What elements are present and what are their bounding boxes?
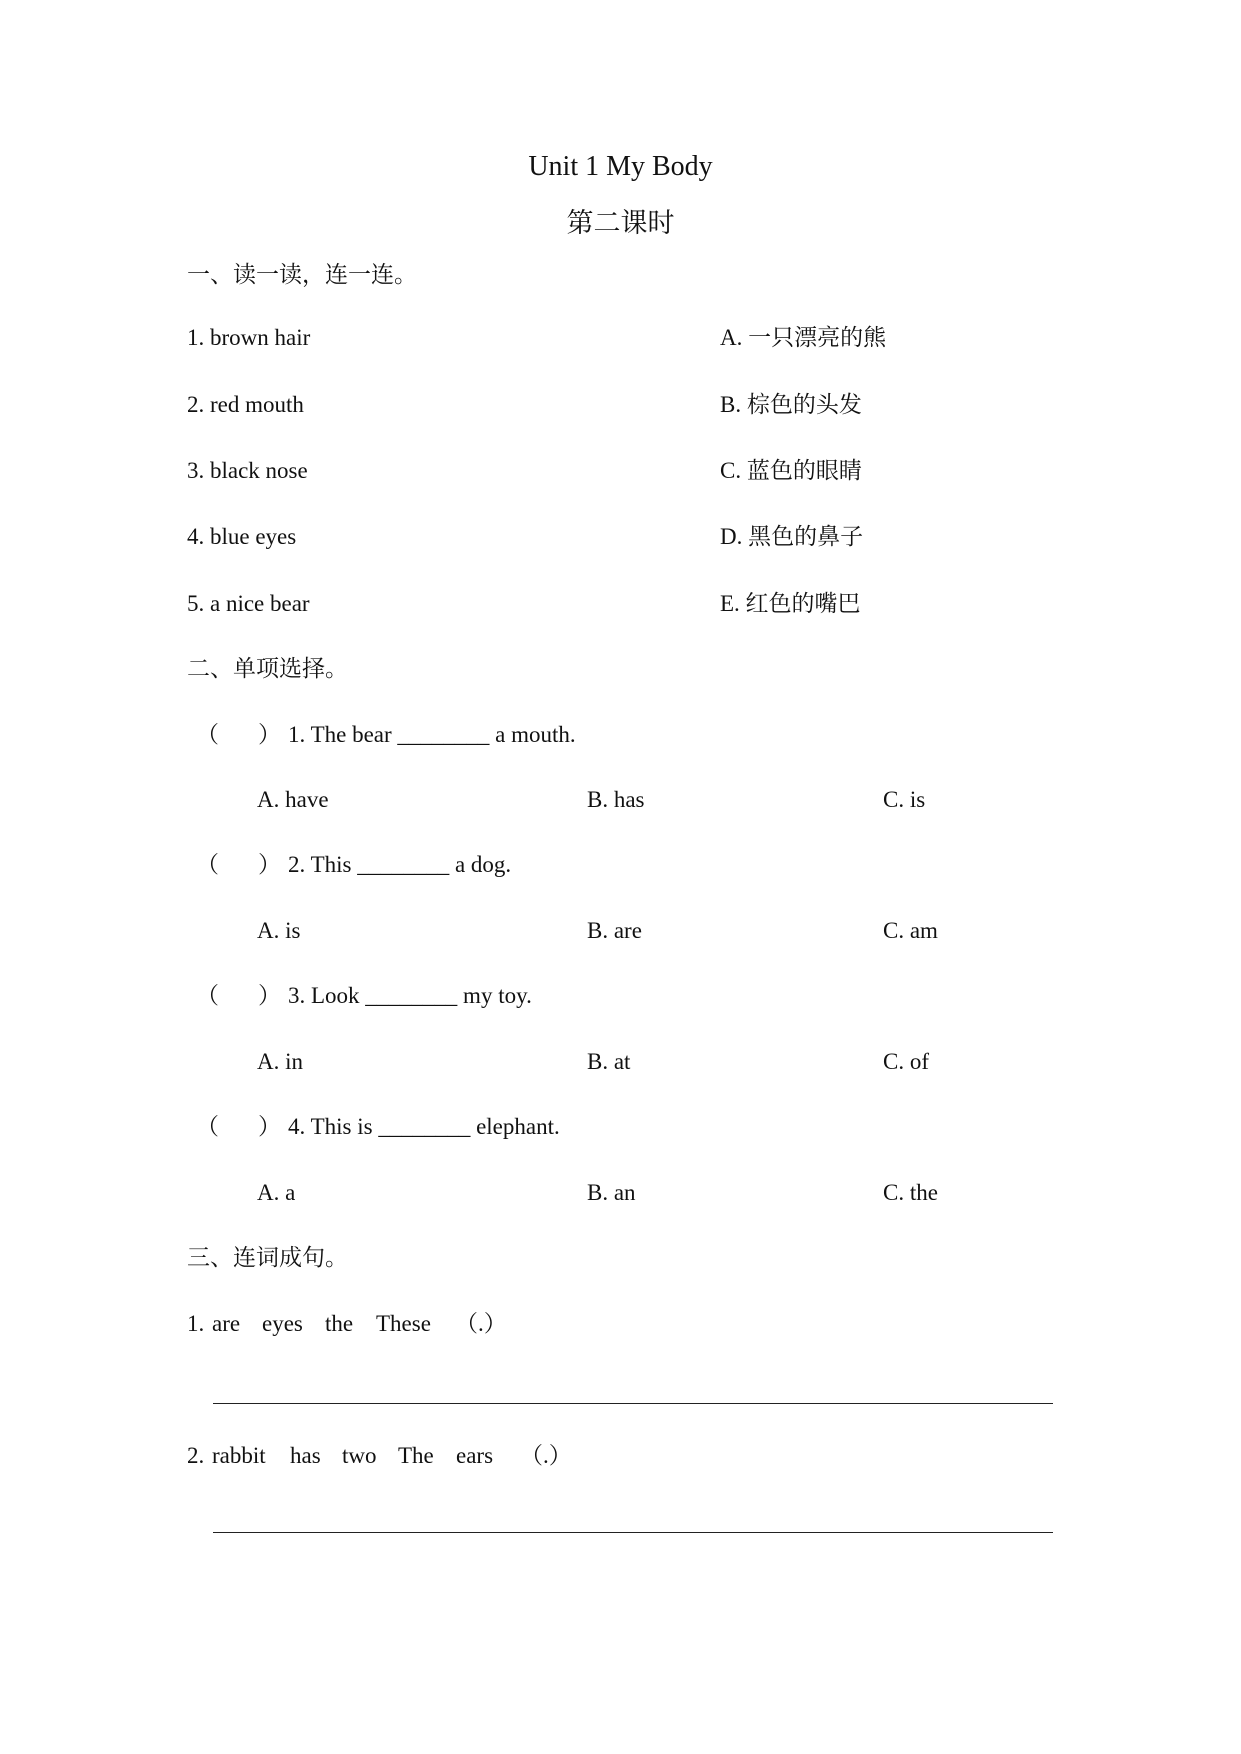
- question-stem: 3. Look ________ my toy.: [288, 983, 532, 1008]
- section2-heading: 二、单项选择。: [187, 656, 348, 681]
- scramble-word: ears: [456, 1443, 494, 1468]
- match-left-item: 4. blue eyes: [187, 524, 297, 549]
- answer-line[interactable]: [213, 1403, 1053, 1404]
- scramble-punct: （.）: [520, 1443, 572, 1468]
- match-right-item: C. 蓝色的眼睛: [720, 458, 862, 483]
- option: A. in: [257, 1049, 303, 1074]
- question-stem: 4. This is ________ elephant.: [288, 1114, 560, 1139]
- answer-bracket-close: ）: [258, 1114, 281, 1139]
- match-right-item: E. 红色的嘴巴: [720, 591, 861, 616]
- match-right-item: B. 棕色的头发: [720, 392, 862, 417]
- scramble-word: These: [376, 1311, 431, 1336]
- scramble-punct: （.）: [455, 1311, 507, 1336]
- scramble-word: rabbit: [212, 1443, 266, 1468]
- scramble-word: eyes: [262, 1311, 303, 1336]
- scramble-number: 1.: [187, 1311, 205, 1336]
- option: A. is: [257, 918, 301, 943]
- answer-line[interactable]: [213, 1532, 1053, 1533]
- answer-bracket-open: （: [196, 983, 219, 1008]
- scramble-word: the: [325, 1311, 354, 1336]
- answer-bracket-open: （: [196, 852, 219, 877]
- scramble-word: has: [290, 1443, 321, 1468]
- option: B. has: [587, 787, 645, 812]
- answer-bracket-open: （: [196, 722, 219, 747]
- match-left-item: 5. a nice bear: [187, 591, 310, 616]
- match-left-item: 3. black nose: [187, 458, 308, 483]
- option: B. at: [587, 1049, 631, 1074]
- page-subtitle: 第二课时: [566, 208, 675, 238]
- scramble-word: two: [342, 1443, 377, 1468]
- match-right-item: A. 一只漂亮的熊: [720, 325, 887, 350]
- answer-bracket-close: ）: [258, 722, 281, 747]
- scramble-word: The: [398, 1443, 434, 1468]
- option: C. is: [883, 787, 926, 812]
- answer-bracket-close: ）: [258, 852, 281, 877]
- option: C. of: [883, 1049, 929, 1074]
- match-left-item: 2. red mouth: [187, 392, 304, 417]
- page-title: Unit 1 My Body: [528, 151, 713, 182]
- answer-bracket-open: （: [196, 1114, 219, 1139]
- match-left-item: 1. brown hair: [187, 325, 311, 350]
- section1-heading: 一、读一读，连一连。: [187, 262, 417, 287]
- option: B. are: [587, 918, 642, 943]
- option: A. have: [257, 787, 329, 812]
- question-stem: 1. The bear ________ a mouth.: [288, 722, 576, 747]
- match-right-item: D. 黑色的鼻子: [720, 524, 864, 549]
- scramble-word: are: [212, 1311, 241, 1336]
- question-stem: 2. This ________ a dog.: [288, 852, 512, 877]
- scramble-number: 2.: [187, 1443, 205, 1468]
- answer-bracket-close: ）: [258, 983, 281, 1008]
- option: A. a: [257, 1180, 296, 1205]
- option: C. the: [883, 1180, 938, 1205]
- option: C. am: [883, 918, 938, 943]
- option: B. an: [587, 1180, 636, 1205]
- section3-heading: 三、连词成句。: [187, 1245, 348, 1270]
